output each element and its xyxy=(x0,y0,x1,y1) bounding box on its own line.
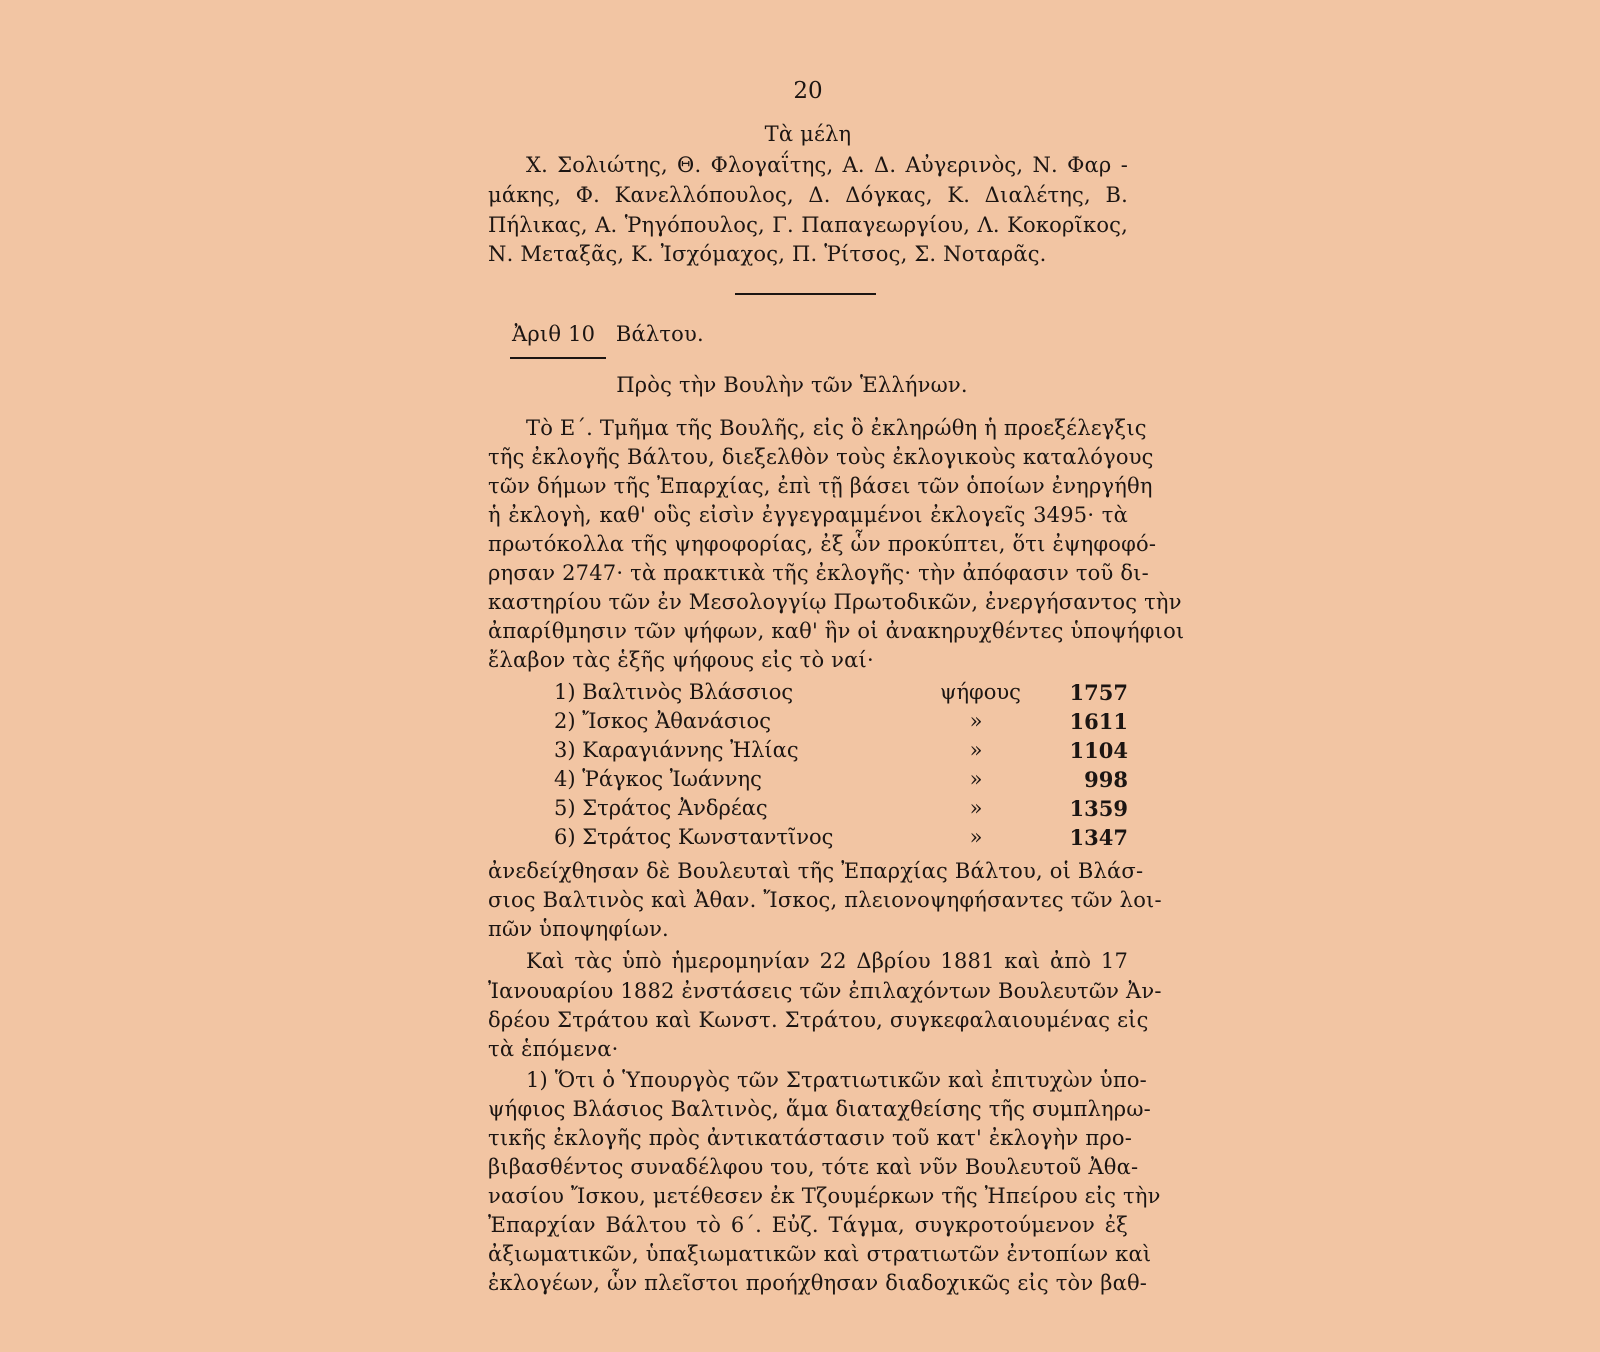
result-row xyxy=(488,765,1128,794)
paragraph-line: Καὶ τὰς ὑπὸ ἡμερομηνίαν 22 Δβρίου 1881 καὶ ἀπὸ 17 xyxy=(526,949,1128,973)
result-unit: » xyxy=(969,709,983,733)
paragraph-line: ἀπαρίθμησιν τῶν ψήφων, καθ' ἣν οἱ ἀνακηρυχθέντες ὑποψήφιοι xyxy=(488,619,1185,643)
section-heading xyxy=(512,320,812,349)
candidate-name: Στράτος Ἀνδρέας xyxy=(582,796,768,820)
vote-count: 1347 xyxy=(1069,825,1128,850)
address-line: Πρὸς τὴν Βουλὴν τῶν Ἑλλήνων. xyxy=(616,373,968,397)
result-number: 4) xyxy=(554,767,576,791)
section-number: Ἀριθ 10 xyxy=(512,322,596,346)
paragraph-line: Ἰανουαρίου 1882 ἐνστάσεις τῶν ἐπιλαχόντων Βουλευτῶν Ἀν- xyxy=(488,979,1162,1003)
result-number: 5) xyxy=(554,796,576,820)
paragraph-line: δρέου Στράτου καὶ Κωνστ. Στράτου, συγκεφαλαιουμένας εἰς xyxy=(488,1008,1149,1032)
paragraph-line: Τὸ Ε΄. Τμῆμα τῆς Βουλῆς, εἰς ὃ ἐκληρώθη ἡ προεξέλεγξις xyxy=(526,416,1147,440)
result-row xyxy=(488,707,1128,736)
result-unit: » xyxy=(969,738,983,762)
paragraph-line: τικῆς ἐκλογῆς πρὸς ἀντικατάστασιν τοῦ κατ' ἐκλογὴν προ- xyxy=(488,1126,1133,1150)
result-number: 2) xyxy=(554,709,576,733)
members-line: Χ. Σολιώτης, Θ. Φλογαΐτης, Α. Δ. Αὐγερινὸς, Ν. Φαρ - xyxy=(526,153,1128,177)
page-number: 20 xyxy=(793,78,823,104)
paragraph-line: ψήφιος Βλάσιος Βαλτινὸς, ἅμα διαταχθείσης τῆς συμπληρω- xyxy=(488,1097,1151,1121)
candidate-name: Ἴσκος Ἀθανάσιος xyxy=(582,709,771,733)
section-title: Βάλτου. xyxy=(615,322,704,346)
paragraph-line: πρωτόκολλα τῆς ψηφοφορίας, ἐξ ὧν προκύπτει, ὅτι ἐψηφοφό- xyxy=(488,532,1157,556)
paragraph-line: Ἐπαρχίαν Βάλτου τὸ 6΄. Εὐζ. Τάγμα, συγκροτούμενον ἐξ xyxy=(488,1213,1128,1237)
vote-count: 998 xyxy=(1084,767,1128,792)
result-number: 3) xyxy=(554,738,576,762)
paragraph-line: τῆς ἐκλογῆς Βάλτου, διεξελθὸν τοὺς ἐκλογικοὺς καταλόγους xyxy=(488,445,1154,469)
candidate-name: Καραγιάννης Ἠλίας xyxy=(582,738,799,762)
paragraph-line: ἀξιωματικῶν, ὑπαξιωματικῶν καὶ στρατιωτῶν ἐντοπίων καὶ xyxy=(488,1242,1152,1266)
paragraph-line: νασίου Ἴσκου, μετέθεσεν ἐκ Τζουμέρκων τῆς Ἠπείρου εἰς τὴν xyxy=(488,1184,1161,1208)
paragraph-line: ἐκλογέων, ὧν πλεῖστοι προήχθησαν διαδοχικῶς εἰς τὸν βαθ- xyxy=(488,1271,1148,1295)
vote-count: 1611 xyxy=(1069,709,1128,734)
members-line: Πήλικας, Α. Ῥηγόπουλος, Γ. Παπαγεωργίου, Λ. Κοκορῖκος, xyxy=(488,213,1128,237)
candidate-name: Ῥάγκος Ἰωάννης xyxy=(582,767,762,791)
vote-count: 1757 xyxy=(1069,680,1128,705)
paragraph-line: καστηρίου τῶν ἐν Μεσολογγίῳ Πρωτοδικῶν, ἐνεργήσαντος τὴν xyxy=(488,590,1182,614)
section-number-underline xyxy=(510,357,606,359)
result-row xyxy=(488,736,1128,765)
members-line: μάκης, Φ. Κανελλόπουλος, Δ. Δόγκας, Κ. Διαλέτης, Β. xyxy=(488,183,1128,207)
result-row xyxy=(488,823,1128,852)
members-heading: Τὰ μέλη xyxy=(764,122,852,146)
paragraph-line: ἡ ἐκλογὴ, καθ' οὓς εἰσὶν ἐγγεγραμμένοι ἐκλογεῖς 3495· τὰ xyxy=(488,503,1128,527)
result-unit: » xyxy=(969,825,983,849)
paragraph-line: τῶν δήμων τῆς Ἐπαρχίας, ἐπὶ τῇ βάσει τῶν ὁποίων ἐνηργήθη xyxy=(488,474,1153,498)
candidate-name: Βαλτινὸς Βλάσσιος xyxy=(582,680,794,704)
vote-count: 1104 xyxy=(1069,738,1128,763)
members-line: Ν. Μεταξᾶς, Κ. Ἰσχόμαχος, Π. Ῥίτσος, Σ. Νοταρᾶς. xyxy=(488,242,1047,266)
result-unit: ψήφους xyxy=(940,680,1021,704)
paragraph-line: ἔλαβον τὰς ἑξῆς ψήφους εἰς τὸ ναί· xyxy=(488,648,874,672)
paragraph-line: βιβασθέντος συναδέλφου του, τότε καὶ νῦν Βουλευτοῦ Ἀθα- xyxy=(488,1155,1139,1179)
paragraph-line: τὰ ἑπόμενα· xyxy=(488,1037,619,1061)
result-row xyxy=(488,794,1128,823)
result-unit: » xyxy=(969,796,983,820)
paragraph-line: πῶν ὑποψηφίων. xyxy=(488,917,669,941)
result-row xyxy=(488,678,1128,707)
vote-count: 1359 xyxy=(1069,796,1128,821)
paragraph-line: σιος Βαλτινὸς καὶ Ἀθαν. Ἴσκος, πλειονοψηφήσαντες τῶν λοι- xyxy=(488,888,1162,912)
section-divider xyxy=(735,293,876,295)
paragraph-line: ρησαν 2747· τὰ πρακτικὰ τῆς ἐκλογῆς· τὴν ἀπόφασιν τοῦ δι- xyxy=(488,561,1149,585)
result-unit: » xyxy=(969,767,983,791)
candidate-name: Στράτος Κωνσταντῖνος xyxy=(582,825,834,849)
paragraph-line: ἀνεδείχθησαν δὲ Βουλευταὶ τῆς Ἐπαρχίας Βάλτου, οἱ Βλάσ- xyxy=(488,859,1144,883)
result-number: 1) xyxy=(554,680,576,704)
result-number: 6) xyxy=(554,825,576,849)
paragraph-line: 1) Ὅτι ὁ Ὑπουργὸς τῶν Στρατιωτικῶν καὶ ἐπιτυχὼν ὑπο- xyxy=(526,1068,1147,1092)
